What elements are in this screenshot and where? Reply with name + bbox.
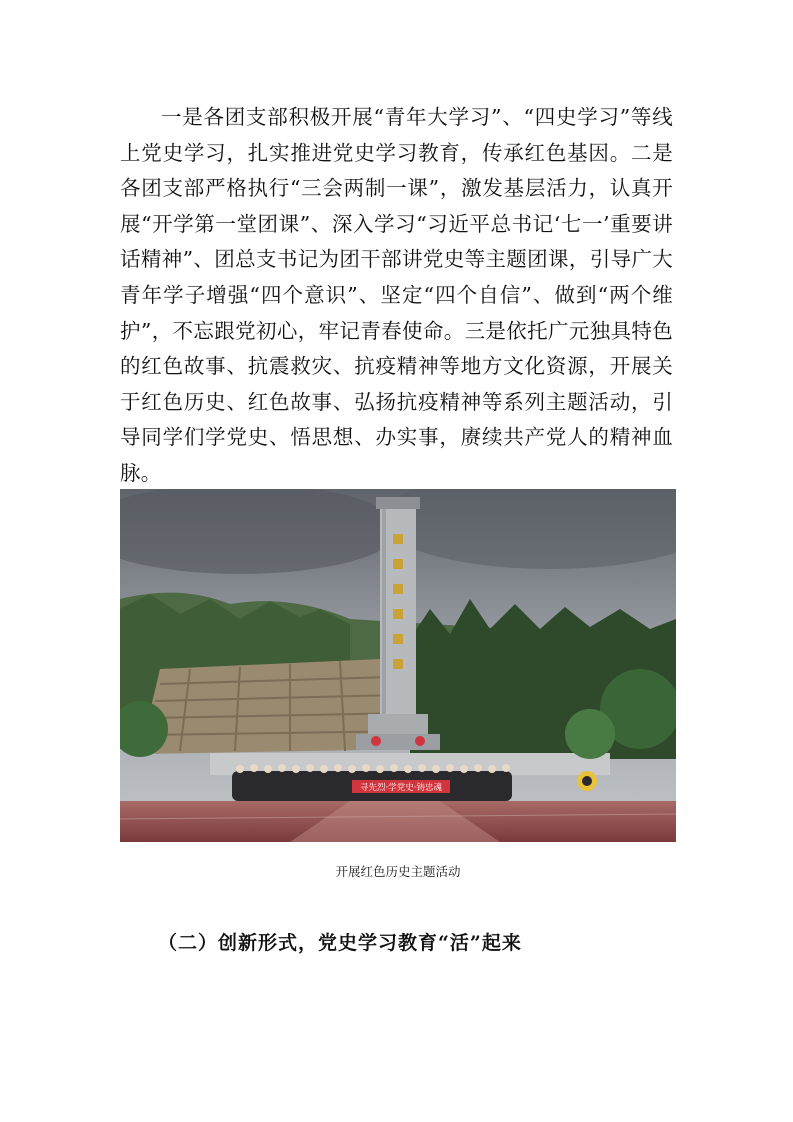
monument-group-photo xyxy=(120,489,676,842)
body-paragraph: 一是各团支部积极开展“青年大学习”、“四史学习”等线上党史学习，扎实推进党史学习教育，传承红色基因。二是各团支部严格执行“三会两制一课”，激发基层活力，认真开展“开学第一堂团课”、深入学习“习近平总书记‘七一’重要讲话精神”、团总支书记为团干部讲党史等主题团课，引导广大青年学子增强“四个意识”、坚定“四个自信”、做到“两个维护”，不忘跟党初心，牢记青春使命。三是依托广元独具特色的红色故事、抗震救灾、抗疫精神等地方文化资源，开展关于红色历史、红色故事、弘扬抗疫精神等系列主题活动，引导同学们学党史、悟思想、办实事，赓续共产党人的精神血脉。 xyxy=(120,105,673,485)
banner-text: 寻先烈·学党史·铸忠魂 xyxy=(360,783,442,793)
figure-caption: 开展红色历史主题活动 xyxy=(335,864,461,879)
section-heading: （二）创新形式，党史学习教育“活”起来 xyxy=(158,932,522,954)
